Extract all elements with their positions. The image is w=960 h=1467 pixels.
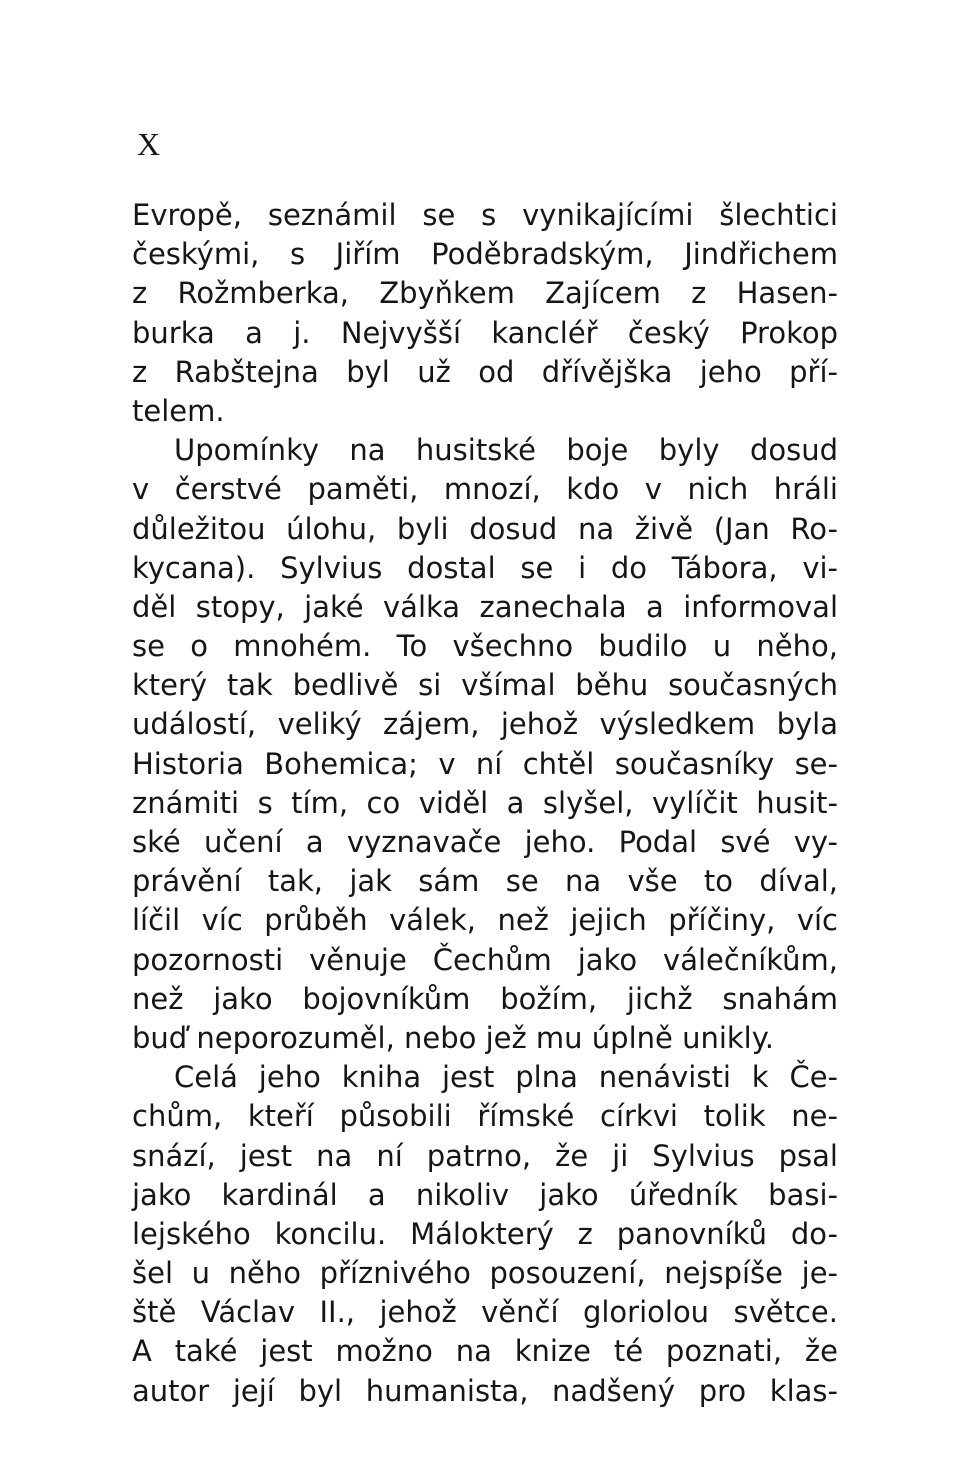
text-line: který tak bedlivě si všímal běhu současných xyxy=(132,668,838,703)
text-line: událostí, veliký zájem, jehož výsledkem byla xyxy=(132,707,838,742)
text-line: burka a j. Nejvyšší kancléř český Prokop xyxy=(132,315,838,350)
text-line: A také jest možno na knize té poznati, že xyxy=(132,1334,838,1369)
text-line: českými, s Jiřím Poděbradským, Jindřichem xyxy=(132,237,838,272)
text-line: důležitou úlohu, byli dosud na živě (Jan Ro- xyxy=(132,511,838,546)
text-line: Historia Bohemica; v ní chtěl současníky se- xyxy=(132,746,838,781)
text-line: pozornosti věnuje Čechům jako válečníkům, xyxy=(132,942,838,977)
text-line: z Rabštejna byl už od dřívějška jeho pří- xyxy=(132,354,838,389)
text-line: snází, jest na ní patrno, že ji Sylvius psal xyxy=(132,1138,838,1173)
text-line: autor její byl humanista, nadšený pro klas- xyxy=(132,1373,838,1408)
text-line: právění tak, jak sám se na vše to díval, xyxy=(132,864,838,899)
body-text xyxy=(132,196,838,1411)
text-line: než jako bojovníkům božím, jichž snahám xyxy=(132,981,838,1016)
text-line: buď neporozuměl, nebo jež mu úplně unikly. xyxy=(132,1020,774,1055)
text-line: z Rožmberka, Zbyňkem Zajícem z Hasen- xyxy=(132,276,838,311)
paragraph-start-line: Upomínky na husitské boje byly dosud xyxy=(174,433,838,468)
text-line: jako kardinál a nikoliv jako úředník basi- xyxy=(132,1177,838,1212)
text-line: Evropě, seznámil se s vynikajícími šlechtici xyxy=(132,198,838,232)
text-line: ště Václav II., jehož věnčí gloriolou světce. xyxy=(132,1295,838,1330)
text-line: se o mnohém. To všechno budilo u něho, xyxy=(132,629,838,664)
text-line: děl stopy, jaké válka zanechala a informoval xyxy=(132,589,838,624)
text-line: kycana). Sylvius dostal se i do Tábora, vi- xyxy=(132,550,838,585)
page-number: X xyxy=(137,126,162,162)
text-line: líčil víc průběh válek, než jejich příčiny, víc xyxy=(132,903,838,938)
text-line: v čerstvé paměti, mnozí, kdo v nich hráli xyxy=(132,472,838,507)
paragraph-start-line: Celá jeho kniha jest plna nenávisti k Če- xyxy=(174,1060,838,1095)
text-line: chům, kteří působili římské církvi tolik ne- xyxy=(132,1099,838,1134)
text-line: telem. xyxy=(132,393,225,428)
text-line: lejského koncilu. Málokterý z panovníků do- xyxy=(132,1216,838,1251)
text-line: šel u něho příznivého posouzení, nejspíše je- xyxy=(132,1256,838,1291)
text-line: známiti s tím, co viděl a slyšel, vylíčit husit- xyxy=(132,785,838,820)
text-line: ské učení a vyznavače jeho. Podal své vy- xyxy=(132,825,838,859)
